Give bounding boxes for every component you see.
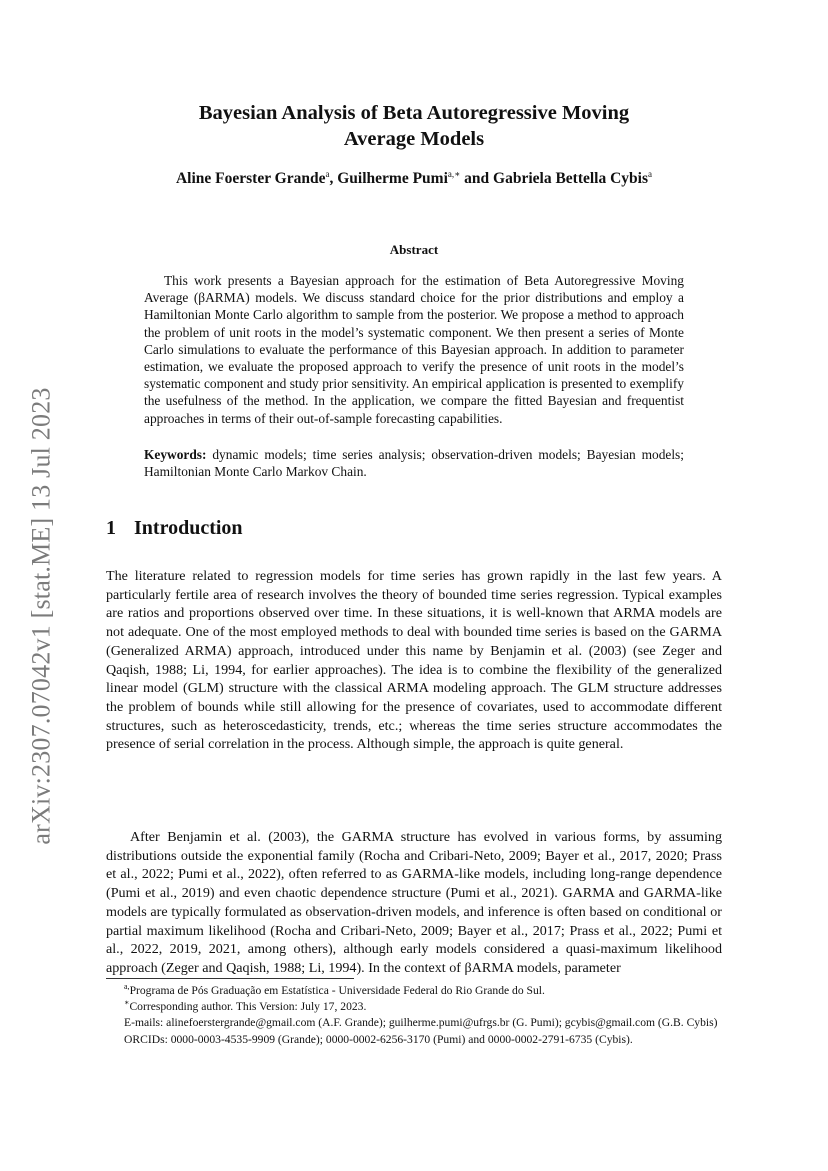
footnote-corresponding <box>106 999 722 1015</box>
footnote-corresponding-text: Corresponding author. This Version: July 17, 2023. <box>129 1000 367 1014</box>
arxiv-identifier <box>18 368 66 864</box>
author-1-name: Aline Foerster Grande <box>175 170 326 187</box>
section-number: 1 <box>106 517 116 539</box>
author-3-name: Gabriela Bettella Cybis <box>493 170 649 187</box>
author-2-affiliation-mark: a,∗ <box>447 168 461 179</box>
footnote-affiliation-text: Programa de Pós Graduação em Estatística - Universidade Federal do Rio Grande do Sul. <box>129 984 545 997</box>
intro-paragraph-2: After Benjamin et al. (2003), the GARMA structure has evolved in various forms, by assuming distributions outside the exponential family (Rocha and Cribari-Neto, 2009; Bayer et al., 2017, 2020; Prass et al., 2022; Pumi et al., 2022), often referred to as GARMA-like models, including long-range dependence (Pumi et al., 2019) and even chaotic dependence structure (Pumi et al., 2021). GARMA and GARMA-like models are typically formulated as observation-driven models, and inference is often based on conditional or partial maximum likelihood (Rocha and Cribari-Neto, 2009; Bayer et al., 2017; Prass et al., 2022; Pumi et al., 2022, 2019, 2021, among others), although early models considered a quasi-maximum likelihood approach (Zeger and Qaqish, 1988; Li, 1994). In the context of βARMA models, parameter <box>106 829 722 976</box>
author-separator-2: and <box>460 170 494 187</box>
keywords <box>144 446 684 480</box>
author-1-affiliation-mark: a <box>325 168 330 179</box>
author-2-name: Guilherme Pumi <box>337 170 448 187</box>
paper-title <box>150 100 678 152</box>
abstract-body: This work presents a Bayesian approach for the estimation of Beta Autoregressive Moving Average (βARMA) models. We discuss standard choice for the prior distributions and employ a Hamiltonian Monte Carlo algorithm to sample from the posterior. We propose a method to approach the problem of unit roots in the model’s systematic component. We then present a series of Monte Carlo simulations to evaluate the performance of this Bayesian approach. In addition to parameter estimation, we evaluate the proposed approach to verify the presence of unit roots in the model’s systematic component and study prior sensitivity. An empirical application is presented to exemplify the usefulness of the method. In the application, we compare the fitted Bayesian and frequentist approaches in terms of their out-of-sample forecasting capabilities. <box>144 273 684 426</box>
author-separator-1: , <box>329 170 338 187</box>
title-line-1: Bayesian Analysis of Beta Autoregressive Moving <box>198 102 630 124</box>
intro-paragraph-1: The literature related to regression models for time series has grown rapidly in the last few years. A particularly fertile area of research involves the theory of bounded time series regression. Typical examples are ratios and proportions observed over time. In these situations, it is well-known that ARMA models are not adequate. One of the most employed methods to deal with bounded time series is based on the GARMA (Generalized ARMA) approach, introduced under this name by Benjamin et al. (2003) (see Zeger and Qaqish, 1988; Li, 1994, for earlier approaches). The idea is to combine the flexibility of the generalized linear model (GLM) structure with the classical ARMA modeling approach. The GLM structure addresses the problem of bounds while still allowing for the presence of covariates, used to accommodate different structures, such as heteroscedasticity, trends, etc.; whereas the time series structure accommodates the presence of serial correlation in the process. Although simple, the approach is quite general. <box>106 568 722 753</box>
section-title: Introduction <box>134 517 243 539</box>
abstract-heading: Abstract <box>389 242 439 257</box>
section-heading <box>106 517 243 540</box>
footnote-orcids: ORCIDs: 0000-0003-4535-9909 (Grande); 0000-0002-6256-3170 (Pumi) and 0000-0002-2791-6735 (Cybis). <box>124 1032 633 1046</box>
footnotes <box>106 983 722 1048</box>
footnote-corresponding-mark: ∗ <box>124 998 130 1008</box>
keywords-text: dynamic models; time series analysis; observation-driven models; Bayesian models; Hamiltonian Monte Carlo Markov Chain. <box>144 447 684 480</box>
footnote-affiliation-mark: a, <box>124 982 130 992</box>
footnote-emails: E-mails: alinefoerstergrande@gmail.com (A.F. Grande); guilherme.pumi@ufrgs.br (G. Pumi); gcybis@gmail.com (G.B. Cybis) <box>124 1016 718 1030</box>
arxiv-identifier-text: arXiv:2307.07042v1 [stat.ME] 13 Jul 2023 <box>27 387 56 845</box>
keywords-label: Keywords: <box>144 447 207 462</box>
title-line-2: Average Models <box>343 128 485 150</box>
author-list <box>100 170 728 188</box>
footnote-rule <box>106 978 354 979</box>
footnote-affiliation <box>106 983 722 999</box>
author-3-affiliation-mark: a <box>648 168 653 179</box>
